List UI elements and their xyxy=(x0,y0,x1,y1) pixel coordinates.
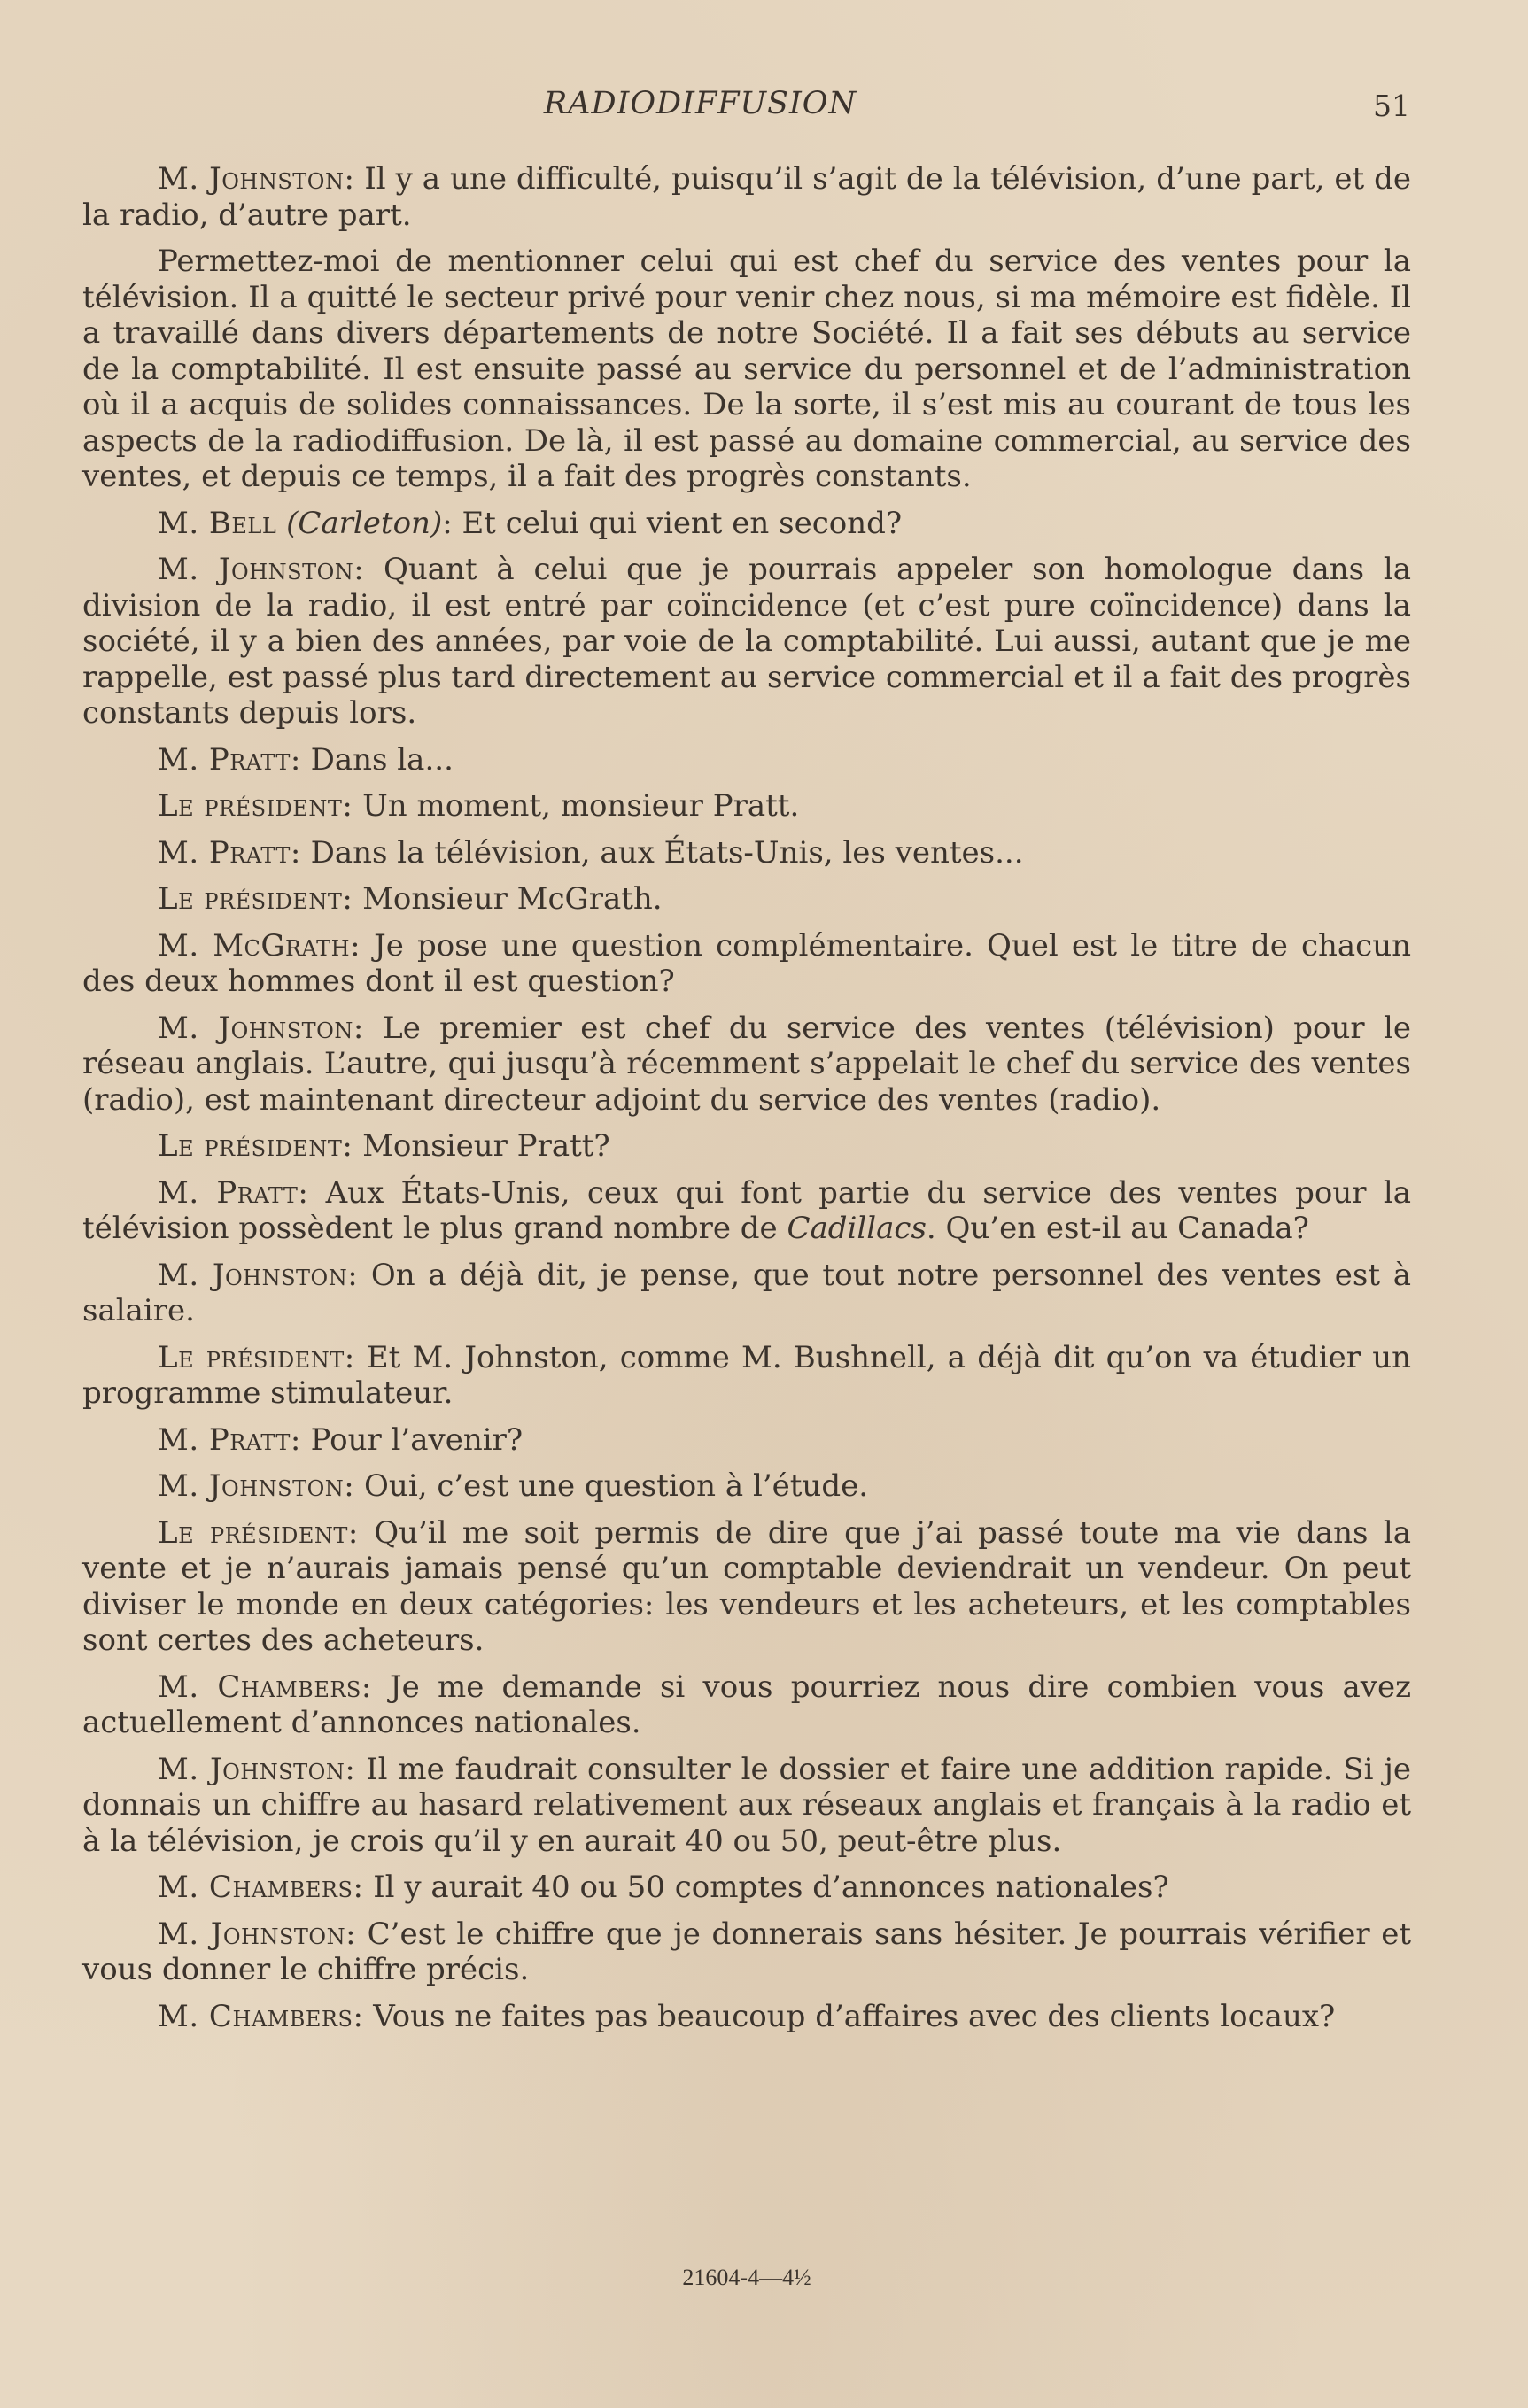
speaker-name: Le président: xyxy=(158,1128,353,1164)
speaker-name: M. Chambers: xyxy=(158,1669,372,1705)
paragraph-text: Il me faudrait consulter le dossier et faire une addition rapide. Si je donnais un chiffre au hasard relativement aux réseaux anglais et français à la radio et à la télévision, je crois qu’il y en aurait 40 ou 50, peut-être plus. xyxy=(82,1751,1411,1859)
speaker-name: Le président: xyxy=(158,1339,355,1375)
transcript-paragraph xyxy=(82,881,1411,918)
paragraph-text: Dans la... xyxy=(300,741,454,778)
transcript-paragraph xyxy=(82,835,1411,871)
transcript-paragraph xyxy=(82,1752,1411,1860)
transcript-body xyxy=(82,161,1411,2045)
paragraph-text: : Et celui qui vient en second? xyxy=(442,505,903,541)
transcript-paragraph xyxy=(82,1340,1411,1412)
speaker-name: M. Johnston: xyxy=(158,1468,355,1504)
paragraph-text: Monsieur Pratt? xyxy=(353,1128,610,1164)
paragraph-text: Il y aurait 40 ou 50 comptes d’annonces nationales? xyxy=(363,1870,1169,1905)
paragraph-text: Je pose une question complémentaire. Quel est le titre de chacun des deux hommes dont il est question? xyxy=(82,927,1411,999)
paragraph-text-continued: . Qu’en est-il au Canada? xyxy=(926,1211,1309,1246)
paragraph-text: Il y a une difficulté, puisqu’il s’agit de la télévision, d’une part, et de la radio, d’autre part. xyxy=(82,161,1411,233)
transcript-paragraph xyxy=(82,1669,1411,1741)
speaker-name: M. Pratt: xyxy=(158,834,301,871)
transcript-paragraph xyxy=(82,928,1411,1000)
speaker-name: Le président: xyxy=(158,881,353,917)
paragraph-text: Pour l’avenir? xyxy=(300,1421,524,1458)
paragraph-text: Et M. Johnston, comme M. Bushnell, a déjà dit qu’on va étudier un programme stimulateur. xyxy=(82,1339,1411,1411)
transcript-paragraph xyxy=(82,1175,1411,1247)
transcript-paragraph xyxy=(82,1515,1411,1659)
speaker-name: M. Johnston: xyxy=(158,552,365,587)
speaker-name: Le président: xyxy=(158,788,353,824)
transcript-paragraph xyxy=(82,1258,1411,1329)
paragraph-text: On a déjà dit, je pense, que tout notre personnel des ventes est à salaire. xyxy=(82,1257,1411,1328)
paragraph-text: Aux États-Unis, ceux qui font partie du service des ventes pour la télévision possèdent le plus grand nombre de xyxy=(82,1174,1411,1246)
transcript-paragraph xyxy=(82,161,1411,233)
transcript-paragraph xyxy=(82,506,1411,542)
transcript-paragraph xyxy=(82,1999,1411,2035)
paragraph-text: Un moment, monsieur Pratt. xyxy=(353,788,800,824)
speaker-riding: (Carleton) xyxy=(286,505,443,541)
transcript-paragraph xyxy=(82,552,1411,732)
speaker-name: M. Pratt: xyxy=(158,1421,301,1458)
printer-signature: 21604-4—4½ xyxy=(682,2265,811,2290)
transcript-paragraph xyxy=(82,1468,1411,1505)
paragraph-text: Monsieur McGrath. xyxy=(353,881,663,917)
speaker-name: M. Johnston: xyxy=(158,1916,357,1952)
speaker-name: M. Bell xyxy=(158,505,277,541)
paragraph-text: Oui, c’est une question à l’étude. xyxy=(354,1468,869,1504)
speaker-name: M. Pratt: xyxy=(158,1174,309,1211)
speaker-name: M. Johnston: xyxy=(158,1010,364,1046)
transcript-paragraph xyxy=(82,1916,1411,1988)
paragraph-text: C’est le chiffre que je donnerais sans hésiter. Je pourrais vérifier et vous donner le chiffre précis. xyxy=(82,1916,1411,1987)
paragraph-text: Le premier est chef du service des ventes (télévision) pour le réseau anglais. L’autre, qui jusqu’à récemment s’appelait le chef du service des ventes (radio), est maintenant directeur adjoint du service des ventes (radio). xyxy=(82,1010,1411,1118)
speaker-name: M. Chambers: xyxy=(158,1870,364,1905)
transcript-paragraph xyxy=(82,1870,1411,1906)
speaker-name: M. Pratt: xyxy=(158,741,301,778)
paragraph-text: Quant à celui que je pourrais appeler son homologue dans la division de la radio, il est entré par coïncidence (et c’est pure coïncidence) dans la société, il y a bien des années, par voie de la comptabilité. Lui aussi, autant que je me rappelle, est passé plus tard directement au service commercial et il a fait des progrès constants depuis lors. xyxy=(82,552,1411,731)
transcript-paragraph xyxy=(82,1128,1411,1165)
italic-term: Cadillacs xyxy=(787,1211,927,1246)
document-page xyxy=(82,0,1411,2290)
speaker-name: M. Johnston: xyxy=(158,1751,356,1787)
page-header xyxy=(82,0,1411,159)
speaker-name: M. Chambers: xyxy=(158,1998,364,2034)
paragraph-text: Permettez-moi de mentionner celui qui est chef du service des ventes pour la télévision. Il a quitté le secteur privé pour venir chez nous, si ma mémoire est fidèle. Il a travaillé dans divers départements de notre Société. Il a fait ses débuts au service de la comptabilité. Il est ensuite passé au service du personnel et de l’administration où il a acquis de solides connaissances. De la sorte, il s’est mis au courant de tous les aspects de la radiodiffusion. De là, il est passé au domaine commercial, au service des ventes, et depuis ce temps, il a fait des progrès constants. xyxy=(82,244,1411,494)
transcript-paragraph xyxy=(82,244,1411,495)
transcript-paragraph xyxy=(82,742,1411,778)
transcript-paragraph xyxy=(82,788,1411,825)
running-title: RADIODIFFUSION xyxy=(543,86,857,121)
page-number: 51 xyxy=(1373,89,1410,123)
paragraph-text: Dans la télévision, aux États-Unis, les ventes... xyxy=(300,834,1024,871)
speaker-name: M. McGrath: xyxy=(158,927,361,964)
paragraph-text: Qu’il me soit permis de dire que j’ai passé toute ma vie dans la vente et je n’aurais jamais pensé qu’un comptable deviendrait un vendeur. On peut diviser le monde en deux catégories: les vendeurs et les acheteurs, et les comptables sont certes des acheteurs. xyxy=(82,1514,1411,1658)
transcript-paragraph xyxy=(82,1422,1411,1459)
speaker-name: M. Johnston: xyxy=(158,161,355,197)
paragraph-text: Vous ne faites pas beaucoup d’affaires avec des clients locaux? xyxy=(363,1998,1336,2034)
paragraph-text: Je me demande si vous pourriez nous dire combien vous avez actuellement d’annonces nationales. xyxy=(82,1669,1411,1740)
speaker-name: M. Johnston: xyxy=(158,1257,359,1293)
speaker-name: Le président: xyxy=(158,1514,359,1551)
transcript-paragraph xyxy=(82,1010,1411,1119)
